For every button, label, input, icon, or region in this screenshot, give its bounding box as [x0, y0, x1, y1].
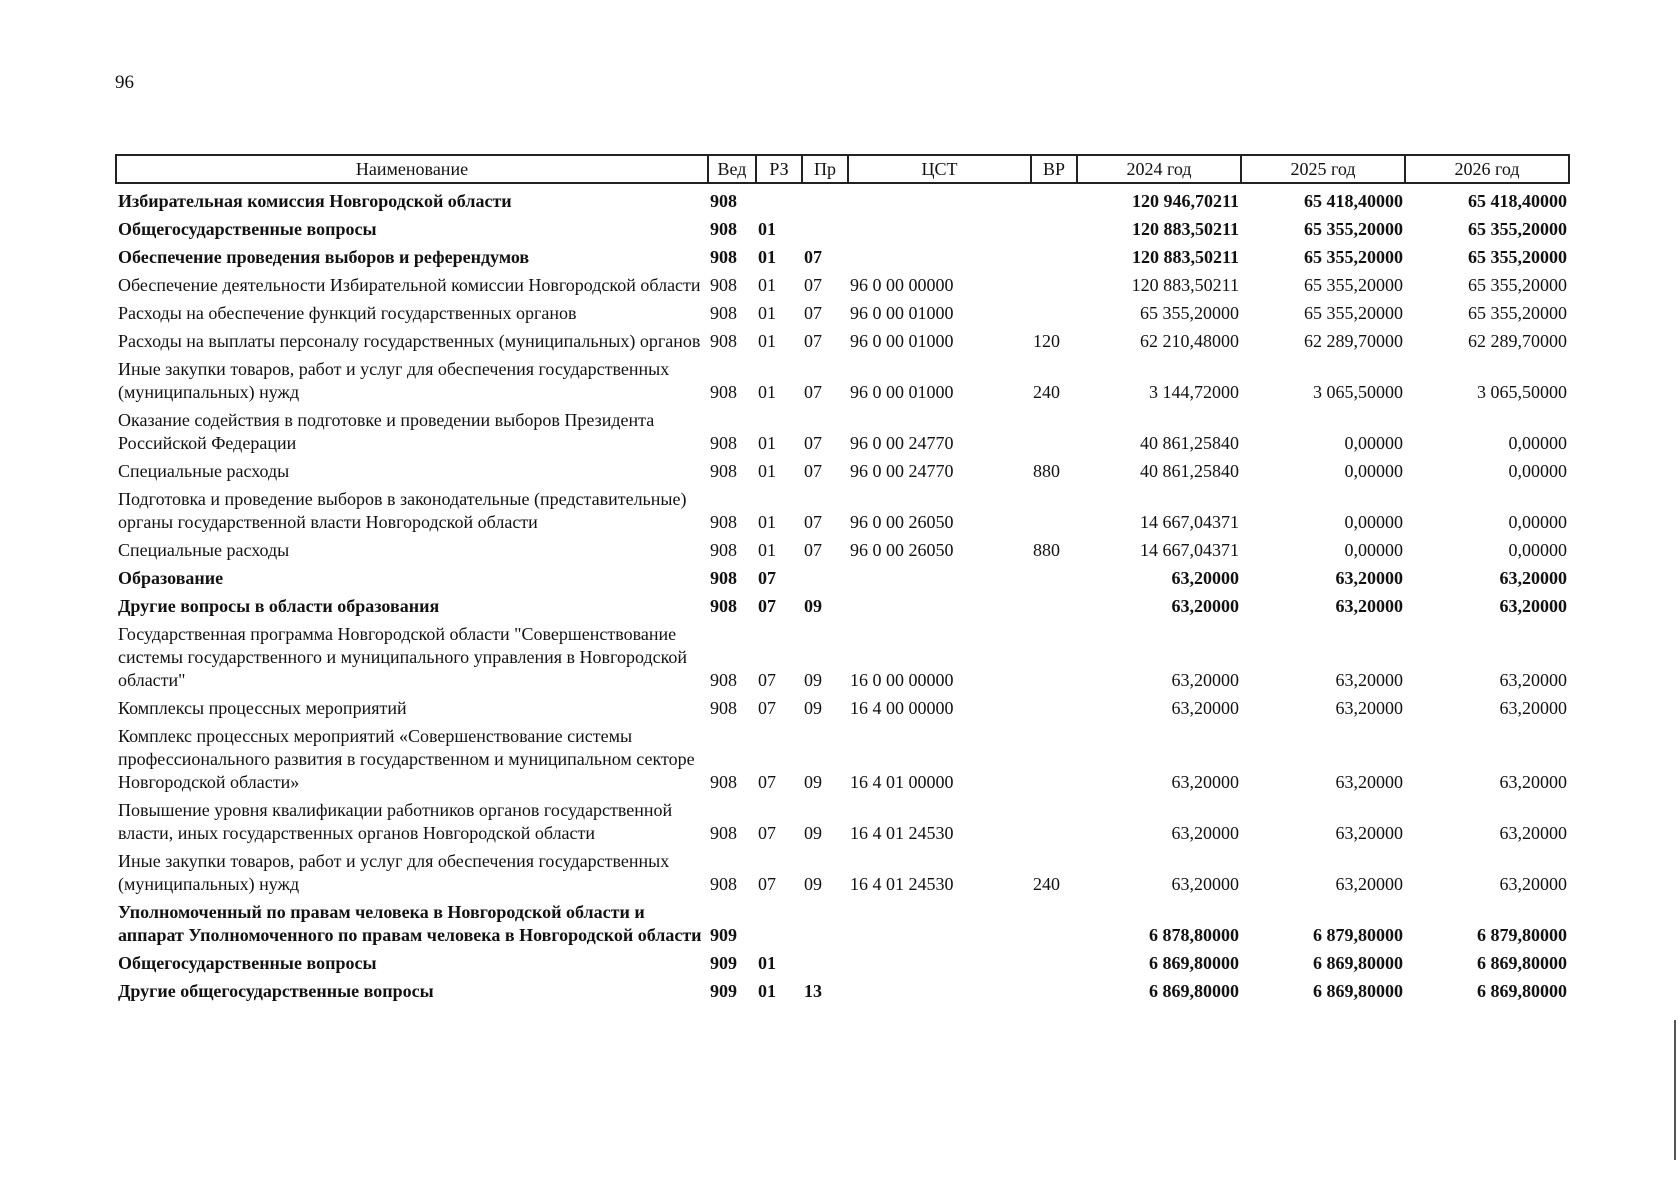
row-2025: 65 355,20000 [1304, 247, 1403, 267]
row-cst: 96 0 00 26050 [850, 512, 954, 532]
row-vr [1031, 271, 1077, 299]
row-pr: 13 [804, 981, 822, 1001]
row-rz: 07 [758, 568, 776, 588]
row-2024: 63,20000 [1171, 670, 1239, 690]
row-pr: 09 [804, 874, 822, 894]
row-2025: 65 355,20000 [1304, 275, 1403, 295]
row-ved: 909 [710, 925, 737, 945]
row-cst: 96 0 00 01000 [850, 331, 954, 351]
row-rz: 07 [758, 874, 776, 894]
header-vr: ВР [1031, 155, 1077, 183]
row-rz: 07 [758, 698, 776, 718]
row-name: Образование [118, 568, 224, 588]
row-cst [848, 949, 1031, 977]
row-vr [1031, 215, 1077, 243]
row-pr: 07 [804, 247, 822, 267]
table-row [116, 949, 1569, 977]
header-pr: Пр [802, 155, 848, 183]
row-pr [802, 949, 848, 977]
row-ved: 908 [710, 275, 737, 295]
row-vr [1031, 796, 1077, 847]
row-rz: 01 [758, 433, 776, 453]
row-2026: 63,20000 [1499, 698, 1567, 718]
row-2026: 65 355,20000 [1468, 275, 1567, 295]
table-row [116, 327, 1569, 355]
row-2025: 65 355,20000 [1304, 219, 1403, 239]
row-cst: 16 4 01 24530 [850, 823, 954, 843]
row-name: Специальные расходы [118, 540, 290, 560]
table-row [116, 722, 1569, 796]
row-2026: 6 869,80000 [1477, 953, 1567, 973]
table-row [116, 299, 1569, 327]
row-2024: 63,20000 [1171, 568, 1239, 588]
row-2025: 63,20000 [1335, 823, 1403, 843]
row-ved: 908 [710, 670, 737, 690]
row-name: Повышение уровня квалификации работников органов государственной власти, иных государственных органов Новгородской области [118, 800, 673, 843]
row-pr: 07 [804, 382, 822, 402]
row-cst [848, 243, 1031, 271]
table-row [116, 457, 1569, 485]
row-2024: 63,20000 [1171, 596, 1239, 616]
row-rz: 07 [758, 670, 776, 690]
row-2026: 0,00000 [1508, 512, 1567, 532]
row-2024: 6 869,80000 [1149, 953, 1239, 973]
row-rz: 01 [758, 247, 776, 267]
row-2024: 3 144,72000 [1149, 382, 1239, 402]
row-cst [848, 564, 1031, 592]
row-vr: 240 [1033, 382, 1060, 402]
row-2025: 0,00000 [1344, 461, 1403, 481]
row-vr: 880 [1033, 540, 1060, 560]
row-cst: 16 4 01 24530 [850, 874, 954, 894]
row-2025: 6 869,80000 [1313, 953, 1403, 973]
row-pr: 09 [804, 772, 822, 792]
row-name: Другие общегосударственные вопросы [118, 981, 434, 1001]
budget-table [115, 154, 1570, 1005]
row-rz: 01 [758, 981, 776, 1001]
row-2025: 62 289,70000 [1304, 331, 1403, 351]
row-vr: 880 [1033, 461, 1060, 481]
table-body [116, 183, 1569, 1005]
row-rz: 01 [758, 275, 776, 295]
row-cst [848, 183, 1031, 215]
row-2026: 65 355,20000 [1468, 219, 1567, 239]
row-rz: 01 [758, 382, 776, 402]
header-2024: 2024 год [1077, 155, 1241, 183]
row-rz: 07 [758, 772, 776, 792]
row-ved: 909 [710, 953, 737, 973]
row-2025: 63,20000 [1335, 670, 1403, 690]
row-vr [1031, 722, 1077, 796]
row-ved: 908 [710, 303, 737, 323]
row-2024: 6 869,80000 [1149, 981, 1239, 1001]
row-vr [1031, 949, 1077, 977]
table-row [116, 215, 1569, 243]
row-cst [848, 977, 1031, 1005]
row-cst: 16 4 00 00000 [850, 698, 954, 718]
row-2024: 40 861,25840 [1140, 433, 1239, 453]
row-2025: 6 879,80000 [1313, 925, 1403, 945]
row-vr [1031, 898, 1077, 949]
row-vr [1031, 243, 1077, 271]
row-2026: 63,20000 [1499, 874, 1567, 894]
row-name: Иные закупки товаров, работ и услуг для обеспечения государственных (муниципальных) нужд [118, 359, 670, 402]
row-pr: 07 [804, 461, 822, 481]
row-vr [1031, 592, 1077, 620]
row-2026: 63,20000 [1499, 568, 1567, 588]
header-ved: Вед [708, 155, 756, 183]
row-2025: 0,00000 [1344, 512, 1403, 532]
row-vr [1031, 620, 1077, 694]
row-rz: 01 [758, 512, 776, 532]
table-row [116, 183, 1569, 215]
row-rz [756, 183, 802, 215]
row-2025: 63,20000 [1335, 698, 1403, 718]
row-rz: 01 [758, 953, 776, 973]
row-cst: 96 0 00 01000 [850, 303, 954, 323]
row-rz [756, 898, 802, 949]
row-ved: 908 [710, 568, 737, 588]
row-rz: 01 [758, 303, 776, 323]
row-vr: 120 [1033, 331, 1060, 351]
row-vr [1031, 406, 1077, 457]
row-pr: 07 [804, 433, 822, 453]
row-2025: 63,20000 [1335, 874, 1403, 894]
row-ved: 908 [710, 382, 737, 402]
row-pr [802, 215, 848, 243]
table-row [116, 898, 1569, 949]
row-rz: 01 [758, 540, 776, 560]
row-2025: 0,00000 [1344, 433, 1403, 453]
row-2024: 63,20000 [1171, 772, 1239, 792]
row-2026: 3 065,50000 [1477, 382, 1567, 402]
table-row [116, 592, 1569, 620]
row-cst [848, 898, 1031, 949]
row-2025: 63,20000 [1335, 772, 1403, 792]
table-row [116, 355, 1569, 406]
row-2025: 65 355,20000 [1304, 303, 1403, 323]
row-name: Иные закупки товаров, работ и услуг для обеспечения государственных (муниципальных) нужд [118, 851, 670, 894]
row-rz: 01 [758, 461, 776, 481]
row-2026: 65 355,20000 [1468, 303, 1567, 323]
row-2026: 6 879,80000 [1477, 925, 1567, 945]
row-cst [848, 215, 1031, 243]
page-number: 96 [115, 72, 134, 93]
row-2025: 65 418,40000 [1304, 191, 1403, 211]
row-name: Уполномоченный по правам человека в Новгородской области и аппарат Уполномоченного по правам человека в Новгородской области [118, 902, 702, 945]
table-row [116, 564, 1569, 592]
row-rz: 07 [758, 823, 776, 843]
row-vr [1031, 485, 1077, 536]
row-pr: 07 [804, 540, 822, 560]
row-ved: 908 [710, 823, 737, 843]
row-cst: 16 0 00 00000 [850, 670, 954, 690]
row-rz: 01 [758, 219, 776, 239]
row-2025: 63,20000 [1335, 568, 1403, 588]
row-ved: 908 [710, 247, 737, 267]
header-2026: 2026 год [1405, 155, 1569, 183]
row-name: Оказание содействия в подготовке и проведении выборов Президента Российской Федерации [118, 410, 655, 453]
row-ved: 908 [710, 219, 737, 239]
row-name: Общегосударственные вопросы [118, 953, 377, 973]
table-row [116, 620, 1569, 694]
row-name: Государственная программа Новгородской области "Совершенствование системы государственного и муниципального управления в Новгородской области" [118, 624, 688, 690]
row-2026: 65 355,20000 [1468, 247, 1567, 267]
header-row [116, 155, 1569, 183]
row-2024: 62 210,48000 [1140, 331, 1239, 351]
row-vr [1031, 977, 1077, 1005]
table-row [116, 536, 1569, 564]
table-header [116, 155, 1569, 183]
row-ved: 908 [710, 191, 737, 211]
row-vr [1031, 299, 1077, 327]
row-pr: 09 [804, 596, 822, 616]
row-2025: 63,20000 [1335, 596, 1403, 616]
row-ved: 908 [710, 874, 737, 894]
row-name: Обеспечение деятельности Избирательной комиссии Новгородской области [118, 275, 701, 295]
row-ved: 908 [710, 433, 737, 453]
row-ved: 908 [710, 331, 737, 351]
row-2024: 63,20000 [1171, 874, 1239, 894]
row-name: Избирательная комиссия Новгородской области [118, 191, 512, 211]
row-vr [1031, 694, 1077, 722]
table-row [116, 485, 1569, 536]
row-2026: 0,00000 [1508, 540, 1567, 560]
table-row [116, 406, 1569, 457]
row-2024: 65 355,20000 [1140, 303, 1239, 323]
row-ved: 908 [710, 512, 737, 532]
table-row [116, 977, 1569, 1005]
row-2024: 6 878,80000 [1149, 925, 1239, 945]
row-pr: 07 [804, 331, 822, 351]
header-cst: ЦСТ [848, 155, 1031, 183]
row-cst: 96 0 00 24770 [850, 433, 954, 453]
row-ved: 908 [710, 698, 737, 718]
row-cst [848, 592, 1031, 620]
row-2024: 63,20000 [1171, 698, 1239, 718]
row-2024: 120 883,50211 [1131, 219, 1239, 239]
row-2025: 0,00000 [1344, 540, 1403, 560]
row-2024: 14 667,04371 [1140, 540, 1239, 560]
row-vr [1031, 564, 1077, 592]
row-rz: 01 [758, 331, 776, 351]
header-name: Наименование [116, 155, 708, 183]
header-rz: РЗ [756, 155, 802, 183]
row-ved: 908 [710, 596, 737, 616]
row-name: Подготовка и проведение выборов в законодательные (представительные) органы государственной власти Новгородской области [118, 489, 687, 532]
row-name: Специальные расходы [118, 461, 290, 481]
row-cst: 96 0 00 01000 [850, 382, 954, 402]
row-rz: 07 [758, 596, 776, 616]
row-2026: 0,00000 [1508, 461, 1567, 481]
row-pr: 07 [804, 275, 822, 295]
row-name: Расходы на выплаты персоналу государственных (муниципальных) органов [118, 331, 701, 351]
row-vr: 240 [1033, 874, 1060, 894]
row-pr: 09 [804, 823, 822, 843]
row-cst: 96 0 00 24770 [850, 461, 954, 481]
row-2025: 3 065,50000 [1313, 382, 1403, 402]
row-2024: 120 883,50211 [1131, 275, 1239, 295]
row-2024: 40 861,25840 [1140, 461, 1239, 481]
row-pr: 09 [804, 698, 822, 718]
row-ved: 908 [710, 540, 737, 560]
row-pr [802, 564, 848, 592]
row-ved: 909 [710, 981, 737, 1001]
scan-edge-line [1674, 1020, 1676, 1160]
row-cst: 96 0 00 26050 [850, 540, 954, 560]
row-ved: 908 [710, 772, 737, 792]
row-2024: 14 667,04371 [1140, 512, 1239, 532]
row-2026: 63,20000 [1499, 823, 1567, 843]
row-2026: 6 869,80000 [1477, 981, 1567, 1001]
row-cst: 16 4 01 00000 [850, 772, 954, 792]
row-name: Обеспечение проведения выборов и референдумов [118, 247, 530, 267]
row-2025: 6 869,80000 [1313, 981, 1403, 1001]
row-2026: 65 418,40000 [1468, 191, 1567, 211]
row-2026: 63,20000 [1499, 670, 1567, 690]
row-2026: 63,20000 [1499, 772, 1567, 792]
row-ved: 908 [710, 461, 737, 481]
row-pr: 07 [804, 303, 822, 323]
table-row [116, 271, 1569, 299]
header-2025: 2025 год [1241, 155, 1405, 183]
row-pr [802, 183, 848, 215]
row-2026: 63,20000 [1499, 596, 1567, 616]
row-name: Комплексы процессных мероприятий [118, 698, 407, 718]
row-name: Общегосударственные вопросы [118, 219, 377, 239]
row-vr [1031, 183, 1077, 215]
row-pr: 09 [804, 670, 822, 690]
row-pr [802, 898, 848, 949]
row-2026: 0,00000 [1508, 433, 1567, 453]
table-row [116, 243, 1569, 271]
row-pr: 07 [804, 512, 822, 532]
row-2024: 120 946,70211 [1131, 191, 1239, 211]
table-row [116, 694, 1569, 722]
row-cst: 96 0 00 00000 [850, 275, 954, 295]
row-2026: 62 289,70000 [1468, 331, 1567, 351]
table-row [116, 796, 1569, 847]
row-2024: 63,20000 [1171, 823, 1239, 843]
table-row [116, 847, 1569, 898]
row-name: Комплекс процессных мероприятий «Совершенствование системы профессионального развития в государственном и муниципальном секторе Новгородской области» [118, 726, 695, 792]
row-name: Другие вопросы в области образования [118, 596, 440, 616]
row-2024: 120 883,50211 [1131, 247, 1239, 267]
row-name: Расходы на обеспечение функций государственных органов [118, 303, 577, 323]
